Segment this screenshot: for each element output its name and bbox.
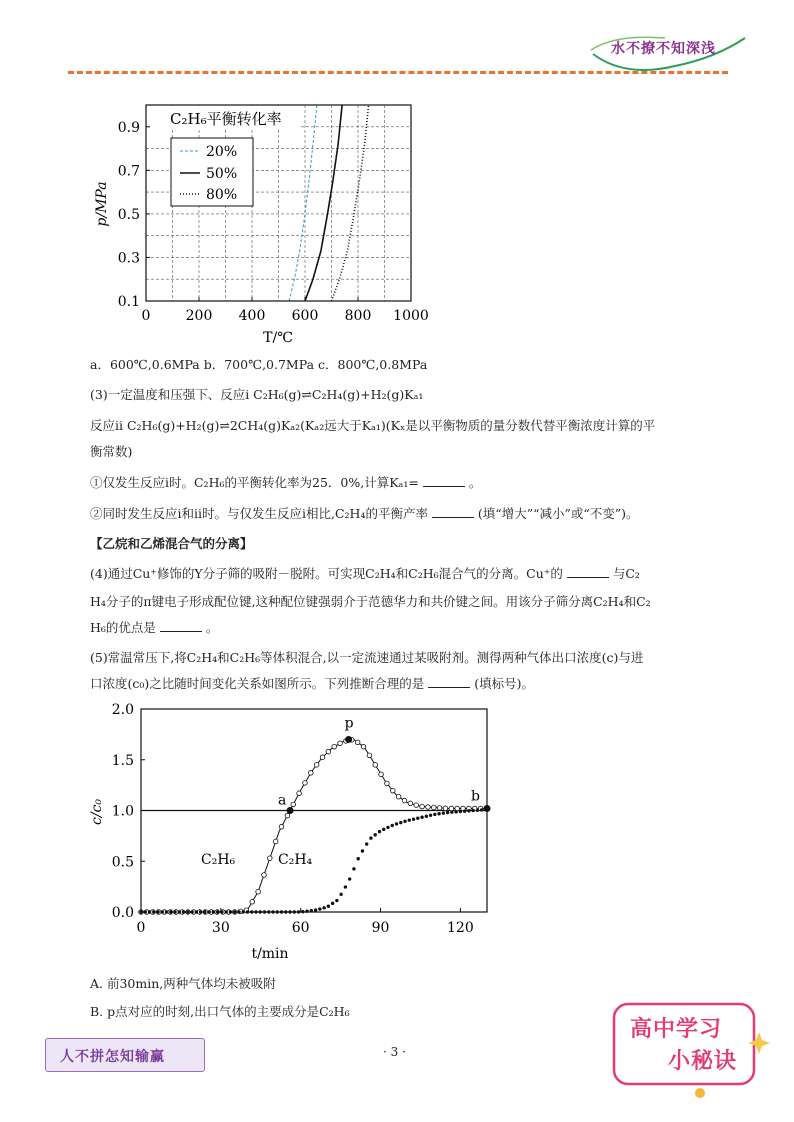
- ethylene-point: [437, 812, 440, 815]
- chart2-x-tick-label: 0: [136, 920, 146, 936]
- ethylene-point: [480, 808, 483, 811]
- ethane-point: [355, 740, 360, 745]
- ethylene-point: [195, 910, 198, 913]
- ethane-point: [455, 806, 460, 811]
- q4-line-2: H₄分子的π键电子形成配位键,这种配位键强弱介于范德华力和共价键之间。用该分子筛分离C₂H₄和C₂: [90, 594, 651, 609]
- chart2-x-tick-label: 120: [447, 920, 474, 936]
- chart2-x-axis-label: t/min: [251, 946, 289, 962]
- q5-line-2: [90, 675, 534, 693]
- ethylene-point: [429, 814, 432, 817]
- ethylene-point: [450, 810, 453, 813]
- chart2-points: [139, 736, 491, 914]
- q3-sub2-text: ②同时发生反应ⅰ和ⅱ时。与仅发生反应ⅰ相比,C₂H₄的平衡产率: [90, 506, 428, 521]
- ethylene-point: [412, 817, 415, 820]
- chart1-y-tick-label: 0.3: [117, 250, 140, 267]
- ethylene-point: [476, 809, 479, 812]
- ethylene-point: [259, 910, 262, 913]
- q3-sub-1: [90, 474, 481, 492]
- ethane-point: [268, 856, 273, 861]
- ethane-point: [367, 753, 372, 758]
- chart1-x-axis-label: T/℃: [263, 330, 293, 346]
- q3-sub-2: [90, 505, 639, 523]
- chart2-x-tick-label: 60: [291, 920, 310, 936]
- footer-motto-box: [45, 1038, 205, 1072]
- ethane-point: [326, 749, 331, 754]
- q3-sub1-text: ①仅发生反应ⅰ时。C₂H₆的平衡转化率为25．0%,计算Kₐ₁=: [90, 475, 419, 490]
- q3-sub1-end: 。: [468, 475, 482, 490]
- ethylene-point: [161, 910, 164, 913]
- ethylene-point: [152, 910, 155, 913]
- ethylene-point: [178, 910, 181, 913]
- ethylene-point: [199, 910, 202, 913]
- concentration-time-chart: [85, 700, 480, 968]
- ethylene-point: [420, 816, 423, 819]
- ethylene-point: [301, 910, 304, 913]
- point-label-p: p: [344, 715, 354, 732]
- ethylene-point: [284, 910, 287, 913]
- ethylene-point: [242, 910, 245, 913]
- ethylene-point: [446, 811, 449, 814]
- ethylene-point: [467, 809, 470, 812]
- ethane-point: [385, 781, 390, 786]
- ethylene-point: [267, 910, 270, 913]
- ethylene-point: [331, 902, 334, 905]
- ethylene-point: [280, 910, 283, 913]
- ethane-curve: [141, 739, 487, 912]
- ethylene-point: [169, 910, 172, 913]
- header-motto: 水不撩不知深浅: [611, 41, 716, 57]
- ethane-point: [279, 824, 284, 829]
- ethylene-point: [339, 893, 342, 896]
- ethylene-point: [297, 910, 300, 913]
- options-line: a．600℃,0.6MPa b．700℃,0.7MPa c．800℃,0.8MPa: [90, 357, 428, 372]
- q4-line-3: [90, 619, 218, 637]
- ethylene-point: [224, 910, 227, 913]
- ethylene-point: [318, 907, 321, 910]
- ethylene-point: [263, 910, 266, 913]
- ethane-point: [396, 794, 401, 799]
- ethylene-point: [229, 910, 232, 913]
- ethylene-point: [433, 813, 436, 816]
- answer-blank-choice[interactable]: [428, 675, 470, 688]
- ethylene-point: [463, 809, 466, 812]
- answer-blank-ka1[interactable]: [423, 474, 465, 487]
- ethylene-point: [186, 910, 189, 913]
- q3-line-3: 衡常数): [90, 444, 133, 459]
- ethane-point: [303, 781, 308, 786]
- q3-sub2-end: (填“增大”“减小”或“不变”)。: [477, 506, 639, 521]
- ethylene-point: [237, 910, 240, 913]
- ethylene-point: [322, 906, 325, 909]
- ethane-point: [297, 791, 302, 796]
- q3-line-2: 反应ⅱ C₂H₆(g)+H₂(g)⇌2CH₄(g)Kₐ₂(Kₐ₂远大于Kₐ₁)(Kₓ是以平衡物质的量分数代替平衡浓度计算的平: [90, 418, 656, 433]
- ethylene-point: [148, 910, 151, 913]
- ethylene-point: [246, 910, 249, 913]
- ethane-point: [320, 755, 325, 760]
- pressure-temperature-chart: [88, 100, 438, 350]
- ethane-point: [291, 802, 296, 807]
- footer-motto: 人不拼怎知输赢: [60, 1049, 165, 1065]
- header-divider: [68, 71, 728, 74]
- marker-p: [345, 736, 352, 743]
- q4-line-1: [90, 565, 640, 583]
- ethylene-point: [182, 910, 185, 913]
- chart1-y-axis-label: p/MPa: [94, 181, 110, 227]
- ethylene-point: [391, 824, 394, 827]
- badge-line-1: 高中学习: [630, 1017, 723, 1042]
- ethylene-point: [416, 817, 419, 820]
- ethylene-point: [314, 908, 317, 911]
- ethane-point: [285, 813, 290, 818]
- ethylene-point: [335, 899, 338, 902]
- study-tips-badge: [608, 1000, 768, 1100]
- chart1-x-tick-label: 800: [344, 308, 372, 324]
- option-a: A. 前30min,两种气体均未被吸附: [90, 976, 276, 991]
- chart1-x-tick-label: 600: [291, 308, 319, 324]
- chart2-y-tick-label: 1.5: [111, 752, 134, 769]
- ethylene-point: [173, 910, 176, 913]
- chart1-x-tick-label: 1000: [393, 308, 429, 324]
- ethylene-point: [352, 867, 355, 870]
- chart2-y-axis-label: c/c₀: [89, 798, 105, 826]
- ethylene-point: [233, 910, 236, 913]
- chart2-y-tick-label: 2.0: [111, 702, 134, 718]
- chart1-y-ticks: [118, 120, 150, 310]
- ethane-point: [338, 741, 343, 746]
- ethane-point: [420, 804, 425, 809]
- chart2-y-tick-label: 0.5: [111, 854, 134, 871]
- point-label-b: b: [471, 788, 480, 805]
- ethane-point: [332, 744, 337, 749]
- chart2-y-tick-label: 1.0: [111, 803, 134, 820]
- ethane-point: [443, 806, 448, 811]
- ethylene-point: [190, 910, 193, 913]
- ethane-point: [431, 805, 436, 810]
- ethylene-point: [408, 818, 411, 821]
- ethylene-point: [365, 842, 368, 845]
- chart2-x-tick-label: 30: [211, 920, 230, 936]
- ethylene-point: [425, 815, 428, 818]
- ethylene-point: [271, 910, 274, 913]
- ethylene-point: [386, 826, 389, 829]
- ethylene-point: [395, 822, 398, 825]
- q4-line1-end: 与C₂: [612, 566, 640, 581]
- ethane-point: [437, 806, 442, 811]
- q5-line2-end: (填标号)。: [474, 676, 535, 691]
- q5-line2-text: 口浓度(c₀)之比随时间变化关系如图所示。下列推断合理的是: [90, 676, 425, 691]
- ethylene-point: [254, 910, 257, 913]
- ethylene-point: [471, 809, 474, 812]
- chart1-x-tick-label: 400: [238, 308, 266, 324]
- header-motto-logo: [585, 28, 755, 72]
- legend-label-80: 80%: [206, 187, 238, 203]
- q4-line1-text: (4)通过Cu⁺修饰的Y分子筛的吸附－脱附。可实现C₂H₄和C₂H₆混合气的分离。Cu⁺的: [90, 566, 563, 581]
- ethane-point: [250, 899, 255, 904]
- ethylene-point: [288, 910, 291, 913]
- ethylene-point: [327, 905, 330, 908]
- chart1-y-tick-label: 0.7: [117, 163, 140, 180]
- q5-line-1: (5)常温常压下,将C₂H₄和C₂H₆等体积混合,以一定流速通过某吸附剂。测得两种气体出口浓度(c)与进: [90, 650, 644, 665]
- ethylene-point: [344, 885, 347, 888]
- section-title: 【乙烷和乙烯混合气的分离】: [90, 536, 253, 551]
- ethane-point: [361, 744, 366, 749]
- ethane-point: [449, 806, 454, 811]
- chart2-point-labels: [278, 715, 480, 808]
- answer-blank-advantage[interactable]: [160, 619, 202, 632]
- ethane-point: [390, 788, 395, 793]
- chart1-x-tick-label: 0: [141, 308, 151, 324]
- chart1-y-tick-label: 0.5: [117, 206, 140, 223]
- ethylene-point: [399, 821, 402, 824]
- series-50%-line: [305, 105, 342, 301]
- ethylene-point: [374, 833, 377, 836]
- ethane-point: [309, 771, 314, 776]
- ethane-point: [373, 763, 378, 768]
- chart1-y-tick-label: 0.1: [117, 294, 140, 310]
- ethane-point: [414, 803, 419, 808]
- point-label-a: a: [278, 792, 287, 809]
- chart1-legend-title: C₂H₆平衡转化率: [170, 110, 282, 128]
- ethylene-point: [459, 810, 462, 813]
- ethylene-point: [348, 877, 351, 880]
- series-20%-line: [289, 105, 317, 301]
- chart2-x-tick-label: 90: [371, 920, 390, 936]
- ethylene-point: [454, 810, 457, 813]
- q3-line-1: (3)一定温度和压强下、反应ⅰ C₂H₆(g)⇌C₂H₄(g)+H₂(g)Kₐ₁: [90, 387, 424, 402]
- ethane-point: [314, 763, 319, 768]
- q4-line3-text: H₆的优点是: [90, 620, 156, 635]
- answer-blank-yield[interactable]: [432, 505, 474, 518]
- ethylene-point: [216, 910, 219, 913]
- marker-a: [287, 807, 294, 814]
- ethylene-point: [156, 910, 159, 913]
- ethylene-point: [276, 910, 279, 913]
- ethane-label: C₂H₆: [201, 852, 236, 868]
- chart2-y-ticks: [112, 702, 145, 921]
- ethane-point: [408, 801, 413, 806]
- marker-b: [484, 805, 491, 812]
- chart1-x-tick-label: 200: [185, 308, 213, 324]
- q4-line3-end: 。: [205, 620, 219, 635]
- ethylene-point: [356, 857, 359, 860]
- ethane-point: [426, 805, 431, 810]
- ethylene-point: [403, 820, 406, 823]
- ethylene-point: [203, 910, 206, 913]
- ethylene-point: [369, 836, 372, 839]
- ethylene-point: [250, 910, 253, 913]
- legend-label-50: 50%: [206, 166, 238, 182]
- ethylene-label: C₂H₄: [278, 852, 313, 868]
- option-b: B. p点对应的时刻,出口气体的主要成分是C₂H₆: [90, 1004, 350, 1019]
- ethane-point: [379, 772, 384, 777]
- answer-blank-orbital[interactable]: [567, 565, 609, 578]
- ethylene-point: [378, 830, 381, 833]
- ethylene-point: [165, 910, 168, 913]
- badge-line-2: 小秘诀: [668, 1049, 738, 1074]
- ethylene-point: [382, 828, 385, 831]
- page-number: · 3 ·: [383, 1045, 406, 1059]
- legend-label-20: 20%: [206, 144, 238, 160]
- ethylene-point: [305, 909, 308, 912]
- ethylene-point: [207, 910, 210, 913]
- chart1-series: [289, 105, 369, 301]
- ethylene-point: [361, 849, 364, 852]
- ethylene-point: [310, 909, 313, 912]
- ethylene-point: [442, 811, 445, 814]
- chart2-y-tick-label: 0.0: [111, 905, 134, 921]
- chart1-y-tick-label: 0.9: [117, 119, 140, 136]
- ethane-point: [402, 798, 407, 803]
- ethylene-point: [293, 910, 296, 913]
- ethane-point: [262, 873, 267, 878]
- series-80%-line: [332, 105, 369, 301]
- ethylene-point: [212, 910, 215, 913]
- ethane-point: [273, 839, 278, 844]
- ethane-point: [256, 889, 261, 894]
